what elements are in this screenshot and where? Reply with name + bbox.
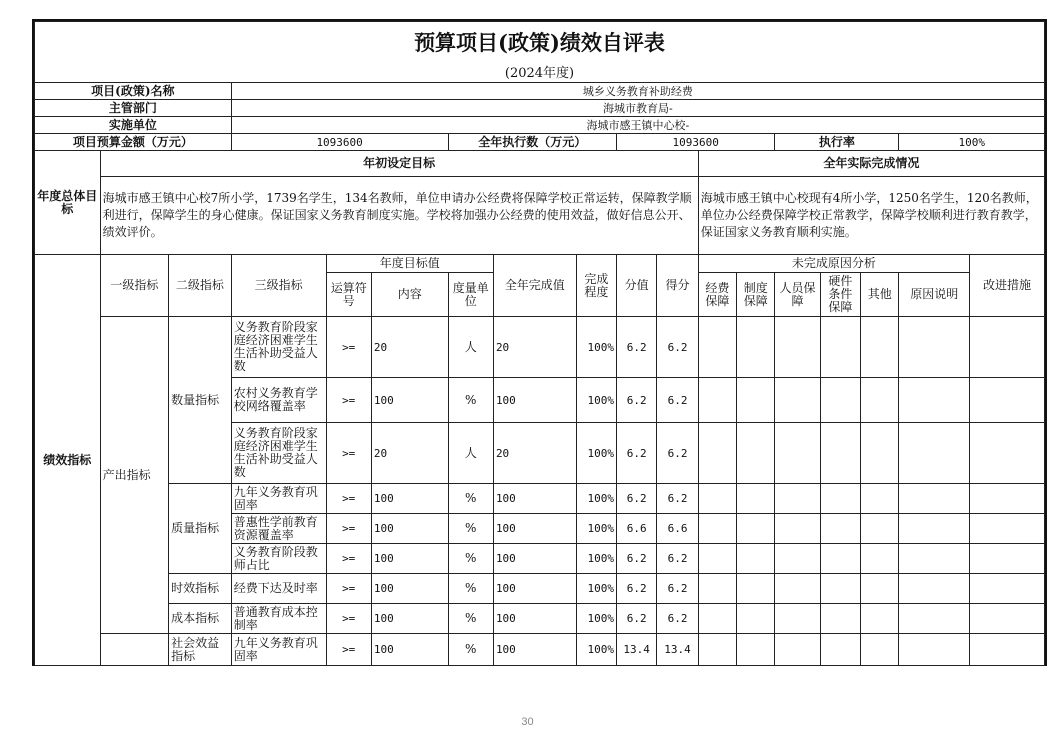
annual-completion-header: 全年完成值 [493,255,576,317]
score-value-cell: 6.2 [617,604,657,634]
execution-value: 1093600 [617,134,775,151]
level3-cell: 普通教育成本控制率 [231,604,326,634]
initial-goal-text: 海城市感王镇中心校7所小学，1739名学生，134名教师，单位申请办公经费将保障学校正常运转，保障教学顺利进行，保障学生的身心健康。保证国家义务教育制度实施。学校将加强办公经费的使用效益，做好信息公开、绩效评价。 [100,177,698,255]
content-cell: 100 [371,514,448,544]
effect-indicator-label [100,634,169,666]
level3-cell: 经费下达及时率 [231,574,326,604]
level3-cell: 义务教育阶段家庭经济困难学生生活补助受益人数 [231,317,326,378]
unit-cell: % [448,544,493,574]
score-got-cell: 6.2 [657,544,698,574]
level3-cell: 九年义务教育巩固率 [231,634,326,666]
degree-cell: 100% [576,634,616,666]
reason-hardware-header: 硬件条件保障 [820,273,860,317]
score-got-cell: 6.2 [657,604,698,634]
score-got-header: 得分 [657,255,698,317]
done-cell: 20 [493,423,576,484]
score-got-cell: 6.2 [657,378,698,423]
degree-cell: 100% [576,484,616,514]
content-cell: 20 [371,317,448,378]
done-cell: 100 [493,574,576,604]
score-value-cell: 6.2 [617,544,657,574]
done-cell: 20 [493,317,576,378]
score-value-cell: 13.4 [617,634,657,666]
department-value: 海城市教育局- [231,100,1044,117]
operator-cell: >= [326,423,371,484]
unit-cell: % [448,604,493,634]
annual-goal-label: 年度总体目标 [35,151,101,255]
score-value-cell: 6.2 [617,378,657,423]
unit-cell: % [448,514,493,544]
content-cell: 100 [371,604,448,634]
quantity-indicator-label: 数量指标 [169,317,232,484]
table-row [35,317,1045,378]
unit-cell: % [448,574,493,604]
reason-explain-header: 原因说明 [899,273,970,317]
unit-cell: % [448,378,493,423]
actual-goal-header: 全年实际完成情况 [698,151,1044,177]
operator-cell: >= [326,544,371,574]
table-row [35,604,1045,634]
operator-cell: >= [326,574,371,604]
level2-header: 二级指标 [169,255,232,317]
score-got-cell: 13.4 [657,634,698,666]
operator-cell: >= [326,378,371,423]
done-cell: 100 [493,634,576,666]
content-cell: 100 [371,484,448,514]
done-cell: 100 [493,604,576,634]
execution-label: 全年执行数（万元） [448,134,616,151]
report-year: (2024年度) [35,64,1045,83]
score-value-cell: 6.2 [617,423,657,484]
level3-cell: 农村义务教育学校网络覆盖率 [231,378,326,423]
performance-indicator-label: 绩效指标 [35,255,101,666]
degree-cell: 100% [576,604,616,634]
score-value-cell: 6.6 [617,514,657,544]
done-cell: 100 [493,544,576,574]
done-cell: 100 [493,484,576,514]
degree-cell: 100% [576,317,616,378]
level3-cell: 九年义务教育巩固率 [231,484,326,514]
level3-header: 三级指标 [231,255,326,317]
quality-indicator-label: 质量指标 [169,484,232,574]
score-value-header: 分值 [617,255,657,317]
degree-cell: 100% [576,378,616,423]
content-header: 内容 [371,273,448,317]
done-cell: 100 [493,514,576,544]
budget-label: 项目预算金额（万元） [35,134,232,151]
operator-cell: >= [326,317,371,378]
initial-goal-header: 年初设定目标 [100,151,698,177]
implementer-value: 海城市感王镇中心校- [231,117,1044,134]
unit-cell: 人 [448,423,493,484]
score-got-cell: 6.2 [657,317,698,378]
done-cell: 100 [493,378,576,423]
evaluation-table [34,21,1045,666]
page-number: 30 [521,716,534,728]
execution-rate-label: 执行率 [775,134,899,151]
operator-cell: >= [326,604,371,634]
cost-indicator-label: 成本指标 [169,604,232,634]
unit-cell: % [448,634,493,666]
level3-cell: 义务教育阶段教师占比 [231,544,326,574]
score-value-cell: 6.2 [617,574,657,604]
operator-cell: >= [326,634,371,666]
content-cell: 100 [371,378,448,423]
unit-cell: 人 [448,317,493,378]
level3-cell: 义务教育阶段家庭经济困难学生生活补助受益人数 [231,423,326,484]
operator-header: 运算符号 [326,273,371,317]
content-cell: 100 [371,634,448,666]
unit-cell: % [448,484,493,514]
degree-cell: 100% [576,514,616,544]
target-value-header: 年度目标值 [326,255,493,273]
content-cell: 20 [371,423,448,484]
timeliness-indicator-label: 时效指标 [169,574,232,604]
completion-degree-header: 完成程度 [576,255,616,317]
score-got-cell: 6.2 [657,423,698,484]
reason-staff-header: 人员保障 [775,273,820,317]
score-got-cell: 6.2 [657,484,698,514]
social-indicator-label: 社会效益指标 [169,634,232,666]
operator-cell: >= [326,514,371,544]
level1-header: 一级指标 [100,255,169,317]
operator-cell: >= [326,484,371,514]
score-got-cell: 6.6 [657,514,698,544]
reason-analysis-header: 未完成原因分析 [698,255,969,273]
unit-header: 度量单位 [448,273,493,317]
reason-funding-header: 经费保障 [698,273,736,317]
score-value-cell: 6.2 [617,317,657,378]
content-cell: 100 [371,544,448,574]
improvement-header: 改进措施 [970,255,1045,317]
implementer-label: 实施单位 [35,117,232,134]
reason-system-header: 制度保障 [737,273,775,317]
page-title: 预算项目(政策)绩效自评表 [35,22,1045,65]
degree-cell: 100% [576,423,616,484]
project-name-value: 城乡义务教育补助经费 [231,83,1044,100]
degree-cell: 100% [576,574,616,604]
output-indicator-label: 产出指标 [100,317,169,634]
execution-rate-value: 100% [899,134,1045,151]
content-cell: 100 [371,574,448,604]
table-row [35,634,1045,666]
evaluation-sheet [32,19,1047,666]
reason-other-header: 其他 [861,273,899,317]
score-got-cell: 6.2 [657,574,698,604]
table-row [35,574,1045,604]
table-row [35,484,1045,514]
score-value-cell: 6.2 [617,484,657,514]
degree-cell: 100% [576,544,616,574]
actual-goal-text: 海城市感王镇中心校现有4所小学，1250名学生，120名教师，单位办公经费保障学校正常教学，保障学校顺利进行教育教学，保证国家义务教育顺利实施。 [698,177,1044,255]
budget-value: 1093600 [231,134,448,151]
project-name-label: 项目(政策)名称 [35,83,232,100]
level3-cell: 普惠性学前教育资源覆盖率 [231,514,326,544]
department-label: 主管部门 [35,100,232,117]
